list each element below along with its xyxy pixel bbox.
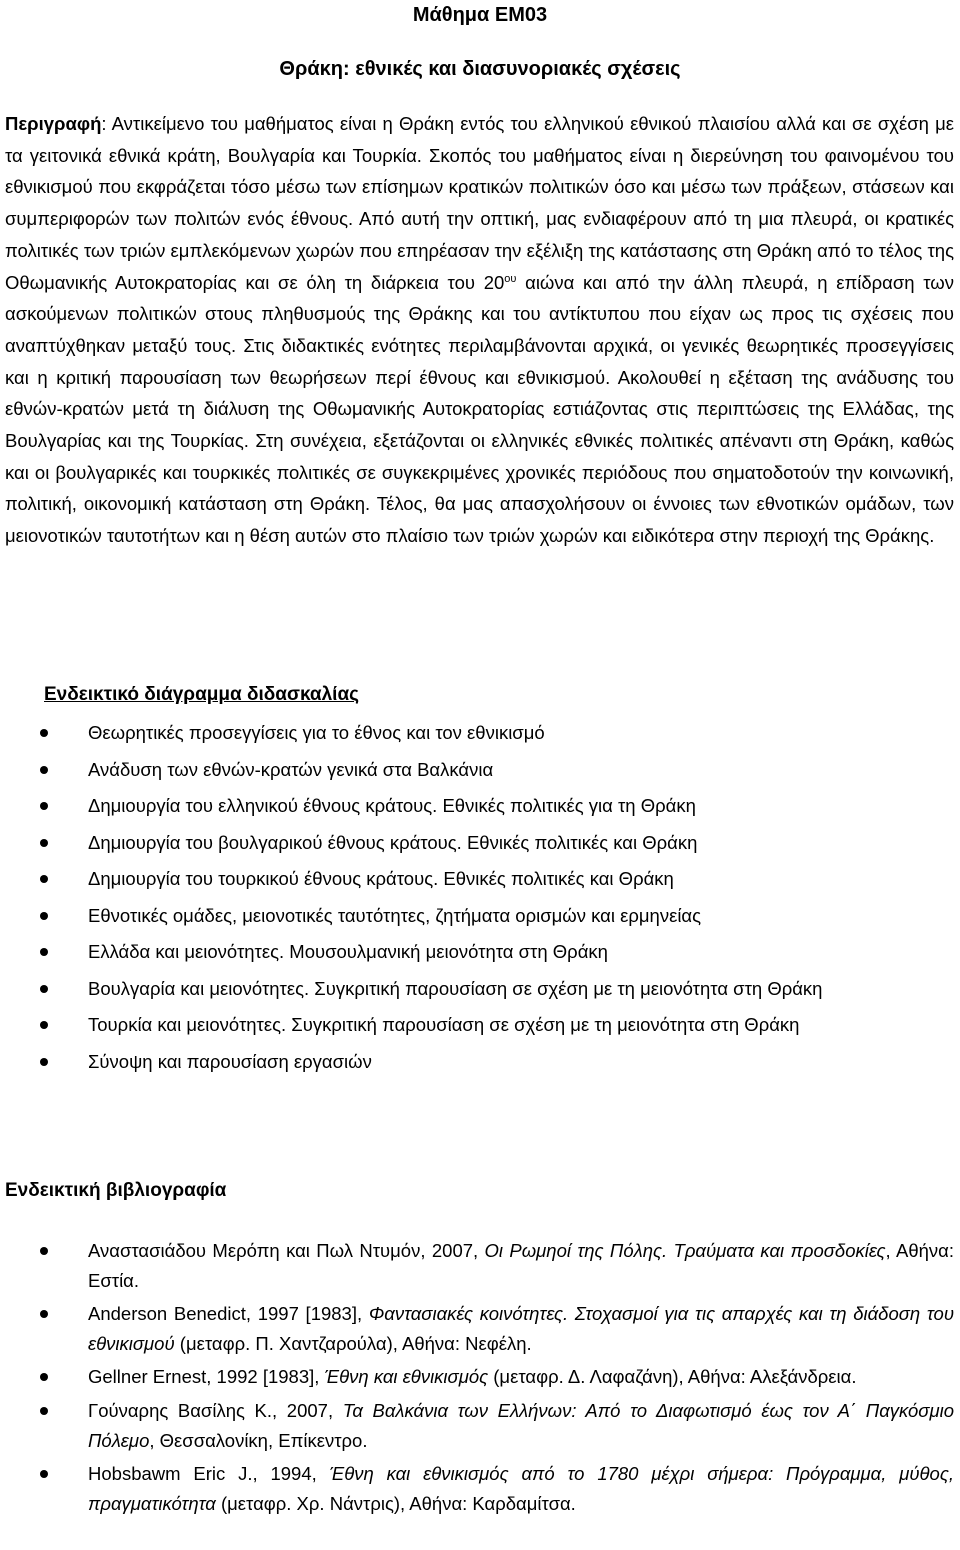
curriculum-list	[40, 717, 954, 1082]
bibliography-item: Γούναρης Βασίλης Κ., 2007, Τα Βαλκάνια των Ελλήνων: Από το Διαφωτισμό έως τον Α΄ Παγκόσμιο Πόλεμο, Θεσσαλονίκη, Επίκεντρο.	[40, 1396, 954, 1455]
description-superscript: ου	[504, 272, 517, 285]
bullet-icon	[40, 1310, 48, 1318]
bibliography-item: Gellner Ernest, 1992 [1983], Έθνη και εθνικισμός (μεταφρ. Δ. Λαφαζάνη), Αθήνα: Αλεξάνδρεια.	[40, 1362, 954, 1392]
bullet-icon	[40, 912, 48, 920]
bullet-icon	[40, 839, 48, 847]
bullet-icon	[40, 766, 48, 774]
bullet-icon	[40, 729, 48, 737]
list-item: Δημιουργία του ελληνικού έθνους κράτους. Εθνικές πολιτικές για τη Θράκη	[40, 790, 954, 821]
bullet-icon	[40, 1407, 48, 1415]
bullet-icon	[40, 1470, 48, 1478]
bullet-icon	[40, 1058, 48, 1066]
bullet-icon	[40, 875, 48, 883]
description-paragraph	[5, 108, 954, 552]
list-item: Ανάδυση των εθνών-κρατών γενικά στα Βαλκάνια	[40, 754, 954, 785]
bullet-icon	[40, 802, 48, 810]
bibliography-heading: Ενδεικτική βιβλιογραφία	[5, 1180, 227, 1201]
bibliography-item: Hobsbawm Eric J., 1994, Έθνη και εθνικισμός από το 1780 μέχρι σήμερα: Πρόγραμμα, μύθος, πραγματικότητα (μεταφρ. Χρ. Νάντρις), Αθήνα: Καρδαμίτσα.	[40, 1459, 954, 1518]
list-item: Θεωρητικές προσεγγίσεις για το έθνος και τον εθνικισμό	[40, 717, 954, 748]
bullet-icon	[40, 1021, 48, 1029]
list-item: Τουρκία και μειονότητες. Συγκριτική παρουσίαση σε σχέση με τη μειονότητα στη Θράκη	[40, 1009, 954, 1040]
bullet-icon	[40, 985, 48, 993]
description-text-2: αιώνα και από την άλλη πλευρά, η επίδραση των ασκούμενων πολιτικών στους πληθυσμούς της Θράκης και του αντίκτυπου που είχαν ως προς τις σχέσεις που αναπτύχθηκαν μεταξύ τους. Στις διδακτικές ενότητες περιλαμβάνονται αρχικά, οι γενικές θεωρητικές προσεγγίσεις και η κριτική παρουσίαση των θεωρήσεων περί έθνους και εθνικισμού. Ακολουθεί η εξέταση της ανάδυσης του εθνών-κρατών μετά τη διάλυση της Οθωμανικής Αυτοκρατορίας εστιάζοντας στις περιπτώσεις της Ελλάδας, της Βουλγαρίας και της Τουρκίας. Στη συνέχεια, εξετάζονται οι ελληνικές εθνικές πολιτικές απέναντι στη Θράκη, καθώς και οι βουλγαρικές και τουρκικές πολιτικές σε συγκεκριμένες χρονικές περιόδους που σηματοδοτούν την κοινωνική, πολιτική, οικονομική κατάσταση στη Θράκη. Τέλος, θα μας απασχολήσουν οι έννοιες των εθνοτικών ομάδων, των μειονοτικών ταυτοτήτων και η θέση αυτών στο πλαίσιο των τριών χωρών και ειδικότερα στην περιοχή της Θράκης.	[5, 271, 954, 547]
description-text-1: : Αντικείμενο του μαθήματος είναι η Θράκη εντός του ελληνικού εθνικού πλαισίου αλλά και σε σχέση με τα γειτονικά εθνικά κράτη, Βουλγαρία και Τουρκία. Σκοπός του μαθήματος είναι η διερεύνηση του φαινομένου του εθνικισμού που εκφράζεται τόσο μέσω των επίσημων κρατικών πολιτικών όσο και μέσω των πράξεων, στάσεων και συμπεριφορών των πολιτών ενός έθνους. Από αυτή την οπτική, μας ενδιαφέρουν από τη μια πλευρά, οι κρατικές πολιτικές των τριών εμπλεκόμενων χωρών που επηρέασαν την εξέλιξη της κατάστασης στη Θράκη από το τέλος της Οθωμανικής Αυτοκρατορίας και σε όλη τη διάρκεια του 20	[5, 113, 954, 293]
list-item: Σύνοψη και παρουσίαση εργασιών	[40, 1046, 954, 1077]
bibliography-item: Αναστασιάδου Μερόπη και Πωλ Ντυμόν, 2007, Οι Ρωμηοί της Πόλης. Τραύματα και προσδοκίες, Αθήνα: Εστία.	[40, 1236, 954, 1295]
description-label: Περιγραφή	[5, 113, 102, 134]
curriculum-heading: Ενδεικτικό διάγραμμα διδασκαλίας	[44, 684, 360, 705]
list-item: Βουλγαρία και μειονότητες. Συγκριτική παρουσίαση σε σχέση με τη μειονότητα στη Θράκη	[40, 973, 954, 1004]
list-item: Εθνοτικές ομάδες, μειονοτικές ταυτότητες, ζητήματα ορισμών και ερμηνείας	[40, 900, 954, 931]
bibliography-item: Anderson Benedict, 1997 [1983], Φαντασιακές κοινότητες. Στοχασμοί για τις απαρχές και τη διάδοση του εθνικισμού (μεταφρ. Π. Χαντζαρούλα), Αθήνα: Νεφέλη.	[40, 1299, 954, 1358]
bullet-icon	[40, 1247, 48, 1255]
list-item: Δημιουργία του βουλγαρικού έθνους κράτους. Εθνικές πολιτικές και Θράκη	[40, 827, 954, 858]
list-item: Ελλάδα και μειονότητες. Μουσουλμανική μειονότητα στη Θράκη	[40, 936, 954, 967]
bibliography-list	[40, 1236, 954, 1522]
bullet-icon	[40, 1373, 48, 1381]
page-subtitle: Θράκη: εθνικές και διασυνοριακές σχέσεις	[279, 58, 681, 80]
page-title: Μάθημα ΕΜ03	[412, 4, 548, 26]
list-item: Δημιουργία του τουρκικού έθνους κράτους. Εθνικές πολιτικές και Θράκη	[40, 863, 954, 894]
bullet-icon	[40, 948, 48, 956]
